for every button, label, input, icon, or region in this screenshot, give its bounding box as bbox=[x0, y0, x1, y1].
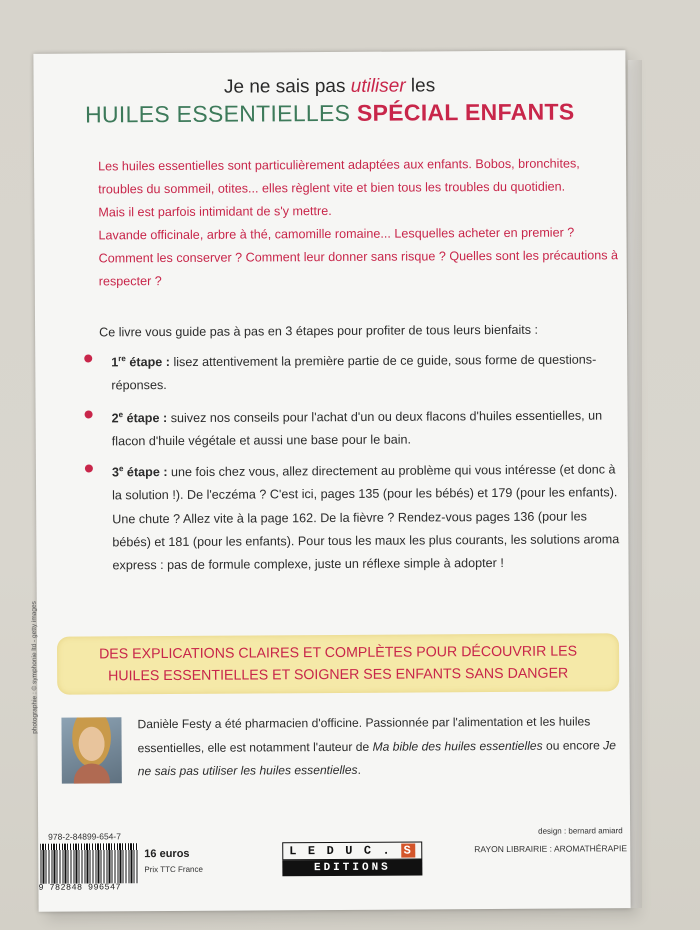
intro-paragraph: Lavande officinale, arbre à thé, camomille romaine... Lesquelles acheter en premier ? Comment les conserver ? Comment leur donner sans risque ? Quelles sont les précautions à respecter ? bbox=[98, 225, 619, 289]
step-2 bbox=[100, 400, 620, 454]
step-sup: e bbox=[118, 410, 124, 420]
logo-top-row bbox=[282, 841, 422, 860]
step-sup: re bbox=[118, 354, 126, 364]
logo-letter: U bbox=[345, 843, 355, 858]
isbn: 978-2-84899-654-7 bbox=[48, 831, 121, 842]
barcode-icon bbox=[40, 843, 138, 884]
cover-title-line2 bbox=[34, 98, 626, 129]
intro-text bbox=[98, 152, 619, 293]
photo-credit: photographie : © symphonie ltd - getty images bbox=[30, 601, 39, 734]
title-green: HUILES ESSENTIELLES bbox=[84, 99, 358, 128]
title-text: Je ne sais pas bbox=[223, 75, 351, 98]
book-page-edges bbox=[628, 60, 642, 908]
publisher-logo bbox=[282, 841, 422, 876]
bio-book-title: Je ne sais pas utiliser les huiles essentielles bbox=[137, 737, 616, 779]
author-photo bbox=[61, 717, 121, 783]
book-back-cover bbox=[30, 50, 630, 912]
step-1 bbox=[99, 344, 619, 398]
step-text: une fois chez vous, allez directement au problème qui vous intéresse (et donc à la solution !). De l'eczéma ? C'est ici, pages 135 (pour les bébés) et 179 (pour les enfants). Une chute ? Allez vite à la page 162. De la fièvre ? Rendez-vous pages 136 (pour les bébés) et 181 (pour les enfants). Pour tous les maux les plus courants, les solutions aroma express : pas de formule complexe, juste un réflexe simple à adopter ! bbox=[112, 462, 620, 573]
title-red: SPÉCIAL ENFANTS bbox=[356, 98, 575, 126]
price-note: Prix TTC France bbox=[144, 864, 203, 875]
bio-text: ou encore bbox=[542, 737, 604, 753]
title-italic: utiliser bbox=[350, 75, 406, 97]
bio-text: Danièle Festy a été pharmacien d'officine. Passionnée par l'alimentation et les huiles essentielles, elle est notamment l'auteur de bbox=[137, 714, 591, 755]
barcode-digits: 9 782848 996547 bbox=[38, 882, 122, 893]
step-number: 2 bbox=[111, 411, 119, 426]
step-label: étape : bbox=[123, 465, 168, 480]
title-text-end: les bbox=[405, 75, 436, 97]
step-number: 1 bbox=[111, 355, 119, 370]
logo-bottom-row: EDITIONS bbox=[282, 859, 422, 876]
logo-highlight-letter: S bbox=[401, 843, 415, 857]
price: 16 euros bbox=[144, 847, 190, 861]
step-3 bbox=[100, 454, 621, 577]
logo-letter: L bbox=[289, 844, 299, 859]
logo-letter: C bbox=[363, 843, 374, 858]
intro-paragraph: Les huiles essentielles sont particulièrement adaptées aux enfants. Bobos, bronchites, troubles du sommeil, otites... elles règlent vite et bien tous les troubles du quotidien. bbox=[98, 156, 580, 197]
step-text: suivez nos conseils pour l'achat d'un ou deux flacons d'huiles essentielles, un flacon d'huile végétale et aussi une base pour le bain. bbox=[111, 408, 603, 449]
banner-line: HUILES ESSENTIELLES ET SOIGNER SES ENFANTS SANS DANGER bbox=[108, 665, 569, 685]
bio-book-title: Ma bible des huiles essentielles bbox=[372, 738, 543, 754]
logo-letter: E bbox=[307, 844, 318, 859]
shelf-category: RAYON LIBRAIRIE : AROMATHÉRAPIE bbox=[474, 843, 627, 855]
author-bio bbox=[137, 710, 623, 784]
step-label: étape : bbox=[123, 411, 168, 426]
banner-line: DES EXPLICATIONS CLAIRES ET COMPLÈTES POUR DÉCOUVRIR LES bbox=[98, 643, 578, 663]
bullet-icon bbox=[84, 354, 92, 362]
cover-title-line1 bbox=[34, 74, 626, 100]
logo-letter: D bbox=[326, 843, 336, 859]
step-number: 3 bbox=[111, 465, 120, 480]
step-label: étape : bbox=[125, 355, 170, 370]
step-text: lisez attentivement la première partie de ce guide, sous forme de questions-réponses. bbox=[111, 352, 597, 393]
bullet-icon bbox=[85, 410, 93, 418]
bio-text: . bbox=[357, 763, 362, 778]
highlight-banner bbox=[57, 633, 619, 694]
design-credit: design : bernard amiard bbox=[538, 826, 623, 836]
logo-letter: . bbox=[382, 843, 392, 858]
guide-intro: Ce livre vous guide pas à pas en 3 étapes pour profiter de tous leurs bienfaits : bbox=[99, 322, 539, 340]
intro-paragraph: Mais il est parfois intimidant de s'y mettre. bbox=[98, 203, 332, 220]
bullet-icon bbox=[85, 464, 93, 472]
step-sup: e bbox=[118, 464, 124, 474]
